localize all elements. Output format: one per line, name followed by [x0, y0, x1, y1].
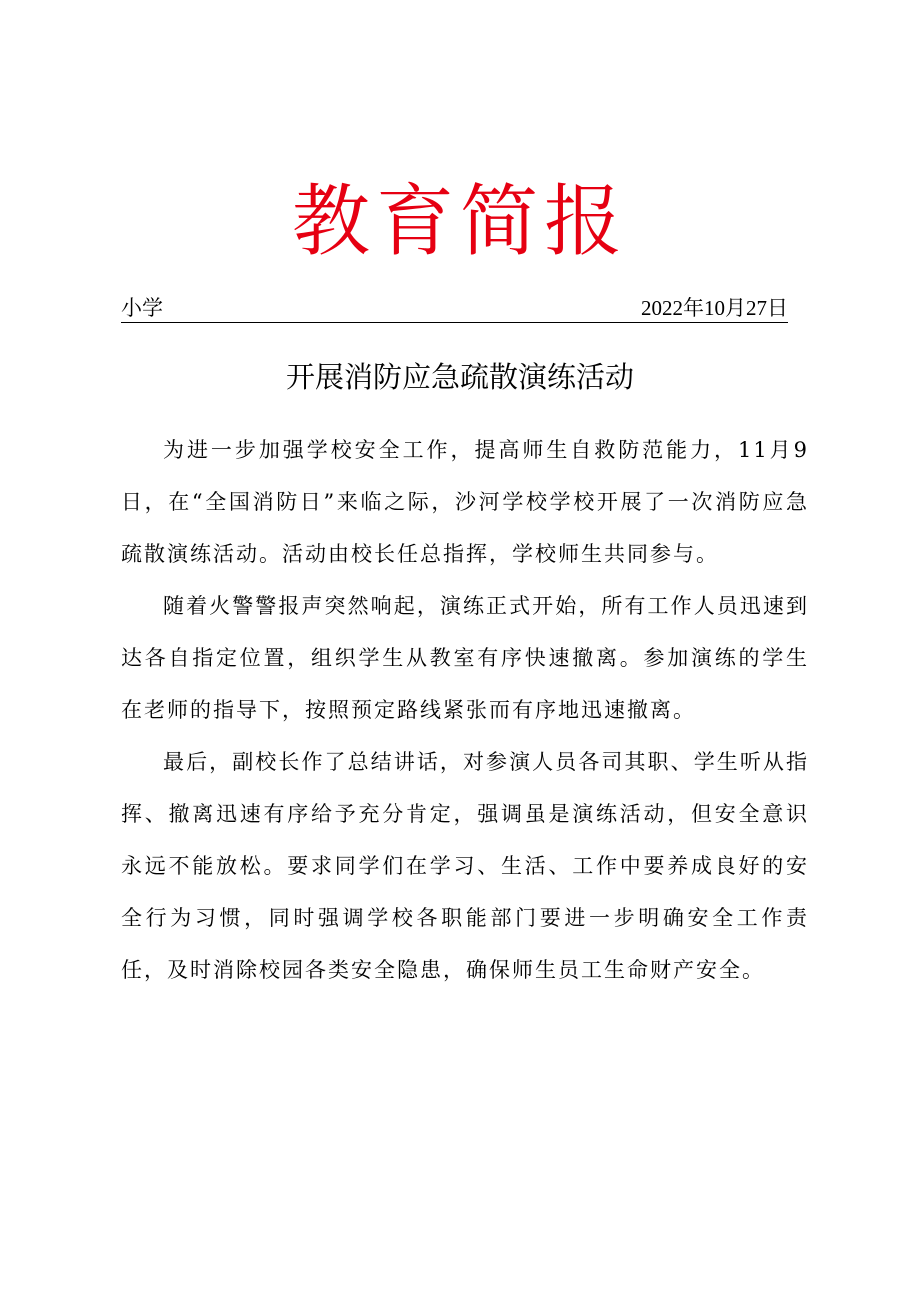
paragraph: 随着火警警报声突然响起，演练正式开始，所有工作人员迅速到达各自指定位置，组织学生从教室有序快速撤离。参加演练的学生在老师的指导下，按照预定路线紧张而有序地迅速撤离。	[121, 594, 809, 722]
organization-name: 小学	[121, 296, 163, 320]
info-line	[121, 294, 788, 323]
paragraph: 为进一步加强学校安全工作，提高师生自救防范能力，11月9日，在“全国消防日”来临之际，沙河学校学校开展了一次消防应急疏散演练活动。活动由校长任总指挥，学校师生共同参与。	[121, 438, 809, 566]
paragraph: 最后，副校长作了总结讲话，对参演人员各司其职、学生听从指挥、撤离迅速有序给予充分肯定，强调虽是演练活动，但安全意识永远不能放松。要求同学们在学习、生活、工作中要养成良好的安全行为习惯，同时强调学校各职能部门要进一步明确安全工作责任，及时消除校园各类安全隐患，确保师生员工生命财产安全。	[121, 750, 809, 982]
article-title: 开展消防应急疏散演练活动	[285, 360, 634, 394]
masthead-title: 教育简报	[291, 177, 628, 267]
article-body	[121, 424, 809, 996]
issue-date: 2022年10月27日	[641, 296, 788, 320]
